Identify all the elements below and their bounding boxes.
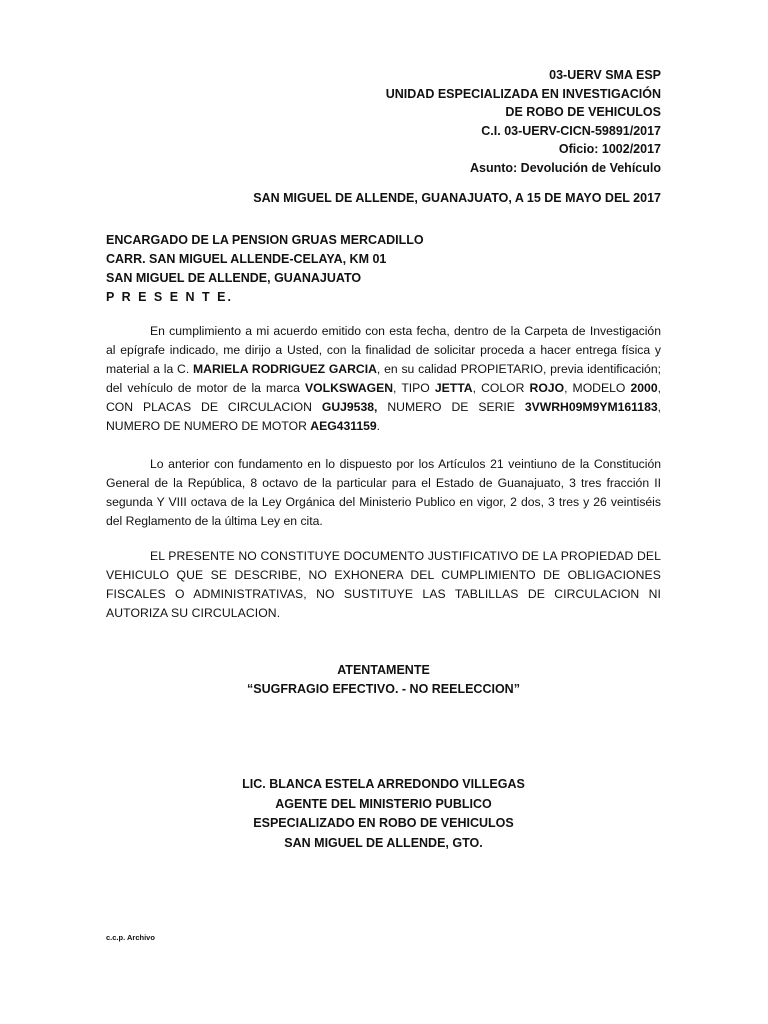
paragraph-text: , MODELO <box>564 381 631 395</box>
owner-name: MARIELA RODRIGUEZ GARCIA <box>193 362 377 376</box>
paragraph-text: EL PRESENTE NO CONSTITUYE DOCUMENTO JUSTIFICATIVO DE LA PROPIEDAD DEL VEHICULO QUE SE DESCRIBE, NO EXHONERA DEL CUMPLIMIENTO DE OBLIGACIONES FISCALES O ADMINISTRATIVAS, NO SUSTITUYE LAS TABLILLAS DE CIRCULACION NI AUTORIZA SU CIRCULACION. <box>106 549 661 620</box>
addressee-block <box>106 231 424 307</box>
paragraph-request <box>106 322 661 436</box>
vehicle-color: ROJO <box>529 381 565 395</box>
oficio-number: Oficio: 1002/2017 <box>558 142 661 156</box>
paragraph-text: NUMERO DE SERIE <box>377 400 525 414</box>
vehicle-plates: GUJ9538, <box>321 400 378 414</box>
paragraph-text: . <box>376 419 381 433</box>
closing-salutation: ATENTAMENTE <box>337 663 430 677</box>
engine-number: AEG431159 <box>310 419 377 433</box>
paragraph-text: , CON PLACAS DE CIRCULACION <box>106 381 661 414</box>
paragraph-text: , en su calidad PROPIETARIO, previa identificación; del vehículo de motor de la marca <box>106 362 661 395</box>
addressee-address: CARR. SAN MIGUEL ALLENDE-CELAYA, KM 01 <box>106 252 387 266</box>
paragraph-text: , TIPO <box>393 381 435 395</box>
signer-location: SAN MIGUEL DE ALLENDE, GTO. <box>284 835 483 850</box>
case-number: C.I. 03-UERV-CICN-59891/2017 <box>481 123 661 138</box>
unit-name-line2: DE ROBO DE VEHICULOS <box>505 105 661 119</box>
paragraph-legal-basis <box>106 455 661 531</box>
addressee-city: SAN MIGUEL DE ALLENDE, GUANAJUATO <box>106 271 362 285</box>
paragraph-text: Lo anterior con fundamento en lo dispuesto por los Artículos 21 veintiuno de la Constitución General de la República, 8 octavo de la particular para el Estado de Guanajuato, 3 tres fracción II segunda Y VIII octava de la Ley Orgánica del Ministerio Publico en vigor, 2 dos, 3 tres y 26 veintiséis del Reglamento de la última Ley en cita. <box>106 457 661 528</box>
vehicle-serial: 3VWRH09M9YM161183 <box>524 400 658 414</box>
presente-line: P R E S E N T E. <box>106 290 233 304</box>
closing-block <box>106 661 661 699</box>
office-code: 03-UERV SMA ESP <box>549 68 661 82</box>
vehicle-model: 2000 <box>630 381 658 395</box>
vehicle-brand: VOLKSWAGEN <box>305 381 394 395</box>
ccp-note: c.c.p. Archivo <box>106 933 155 942</box>
place-date-line: SAN MIGUEL DE ALLENDE, GUANAJUATO, A 15 DE MAYO DEL 2017 <box>253 191 661 205</box>
signature-block <box>106 775 661 853</box>
document-header <box>386 66 661 177</box>
vehicle-type: JETTA <box>434 381 473 395</box>
signer-name: LIC. BLANCA ESTELA ARREDONDO VILLEGAS <box>242 777 525 791</box>
subject-line: Asunto: Devolución de Vehículo <box>470 160 661 175</box>
paragraph-text: , NUMERO DE NUMERO DE MOTOR <box>106 400 662 433</box>
paragraph-text: En cumplimiento a mi acuerdo emitido con esta fecha, dentro de la Carpeta de Investigación al epígrafe indicado, me dirijo a Usted, con la finalidad de solicitar proceda a hacer entrega física y material a la C. <box>106 324 661 376</box>
signer-title: AGENTE DEL MINISTERIO PUBLICO <box>275 796 492 811</box>
unit-name-line1: UNIDAD ESPECIALIZADA EN INVESTIGACIÓN <box>385 86 661 101</box>
signer-department: ESPECIALIZADO EN ROBO DE VEHICULOS <box>253 816 514 830</box>
closing-motto: “SUGFRAGIO EFECTIVO. - NO REELECCION” <box>247 682 520 696</box>
addressee-name: ENCARGADO DE LA PENSION GRUAS MERCADILLO <box>106 233 424 247</box>
paragraph-disclaimer <box>106 547 661 623</box>
paragraph-text: , COLOR <box>472 381 530 395</box>
